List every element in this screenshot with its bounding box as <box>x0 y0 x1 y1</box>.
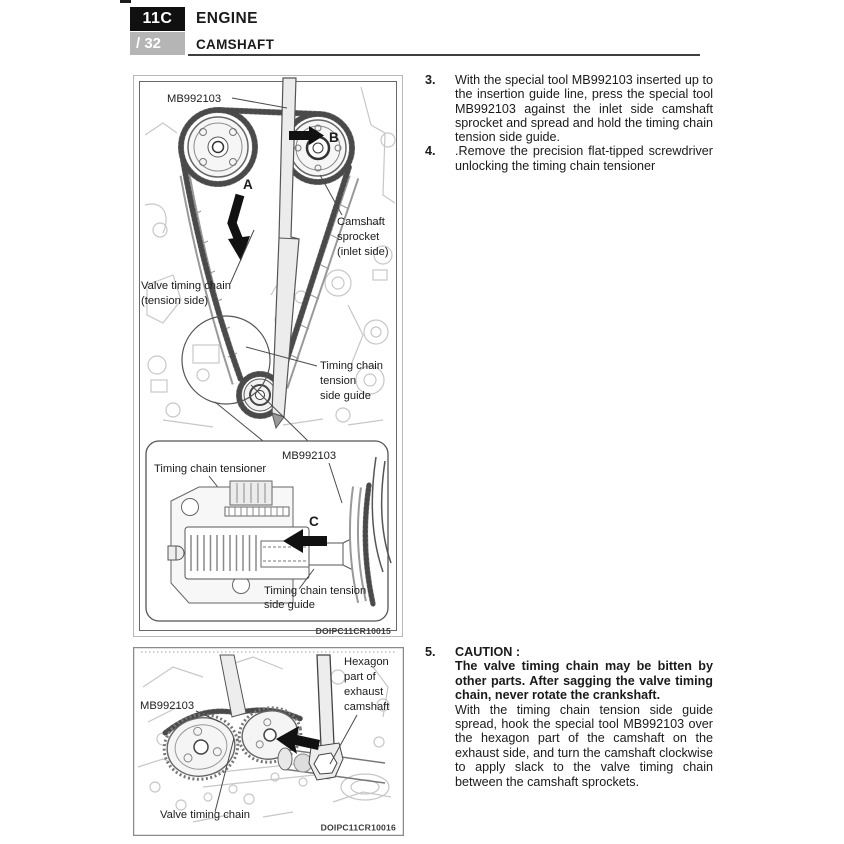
point-b-label: B <box>329 130 339 145</box>
inset-tensioner-label: Timing chain tensioner <box>154 463 267 475</box>
caution-body: The valve timing chain may be bitten by other parts. After sagging the valve timing chain, never rotate the crankshaft. <box>455 659 713 703</box>
camshaft-sprocket-exhaust <box>188 117 248 177</box>
instruction-list <box>425 73 715 173</box>
step-4 <box>425 144 715 173</box>
step-3-text: With the special tool MB992103 inserted up to the insertion guide line, press the special tool MB992103 against the inlet side camshaft sprocket and spread and hold the timing chain tension side guide. <box>455 73 713 145</box>
fig2-valvechain-label: Valve timing chain <box>160 809 250 821</box>
fig2-hexagon-label-3: exhaust <box>344 686 384 698</box>
fig2-hexagon-label-4: camshaft <box>344 701 390 713</box>
step-5-content <box>455 645 713 789</box>
section-title: ENGINE <box>196 10 258 27</box>
figure1-code: DOIPC11CR10015 <box>315 626 391 636</box>
inset-guide-label-2: side guide <box>264 599 316 611</box>
fig1-camsprocket-label-1: Camshaft <box>337 216 385 228</box>
step-3 <box>425 73 715 144</box>
step-5 <box>425 645 715 789</box>
step-4-text: .Remove the precision flat-tipped screwdriver unlocking the timing chain tensioner <box>455 144 713 173</box>
step-5-number: 5. <box>425 645 436 659</box>
page-number-badge: / 32 <box>130 32 185 55</box>
step-5-text: With the timing chain tension side guide spread, hook the special tool MB992103 over the hexagon part of the camshaft on the exhaust side, and turn the camshaft clockwise to apply slack to the valve timing chain between the camshaft sprockets. <box>455 702 713 789</box>
crank-sprocket <box>244 379 276 411</box>
inset-guide-label-1: Timing chain tension <box>264 585 367 597</box>
figure2-code: DOIPC11CR10016 <box>320 822 396 833</box>
camshaft-sprocket-inlet <box>290 120 346 176</box>
fig1-tool-label: MB992103 <box>167 93 222 105</box>
fig1-guide-label-3: side guide <box>320 390 372 402</box>
fig1-camsprocket-label-3: (inlet side) <box>337 246 389 258</box>
step-4-number: 4. <box>425 144 436 159</box>
fig2-tool-label: MB992103 <box>140 700 195 712</box>
subsection-title: CAMSHAFT <box>196 37 275 52</box>
point-a-label: A <box>243 177 253 192</box>
fig1-guide-label-1: Timing chain <box>320 360 384 372</box>
header-rule <box>188 54 700 56</box>
step-5-row <box>425 645 715 789</box>
inset-tool-label: MB992103 <box>282 450 337 462</box>
fig1-camsprocket-label-2: sprocket <box>337 231 380 243</box>
fig1-guide-label-2: tension <box>320 375 357 387</box>
page-corner-mark <box>120 0 131 3</box>
figure-timing-chain-tool <box>133 75 403 637</box>
tensioner-inset <box>146 441 391 621</box>
step-3-number: 3. <box>425 73 436 87</box>
point-c-label: C <box>309 514 319 529</box>
fig1-valvechain-label-1: Valve timing chain <box>141 280 231 292</box>
chapter-code-badge: 11C <box>130 7 185 31</box>
figure-camshaft-hexagon <box>133 647 404 836</box>
fig2-hexagon-label-2: part of <box>344 671 376 683</box>
fig2-hexagon-label-1: Hexagon <box>344 656 389 668</box>
caution-heading: CAUTION : <box>455 645 521 659</box>
fig1-valvechain-label-2: (tension side) <box>141 295 209 307</box>
